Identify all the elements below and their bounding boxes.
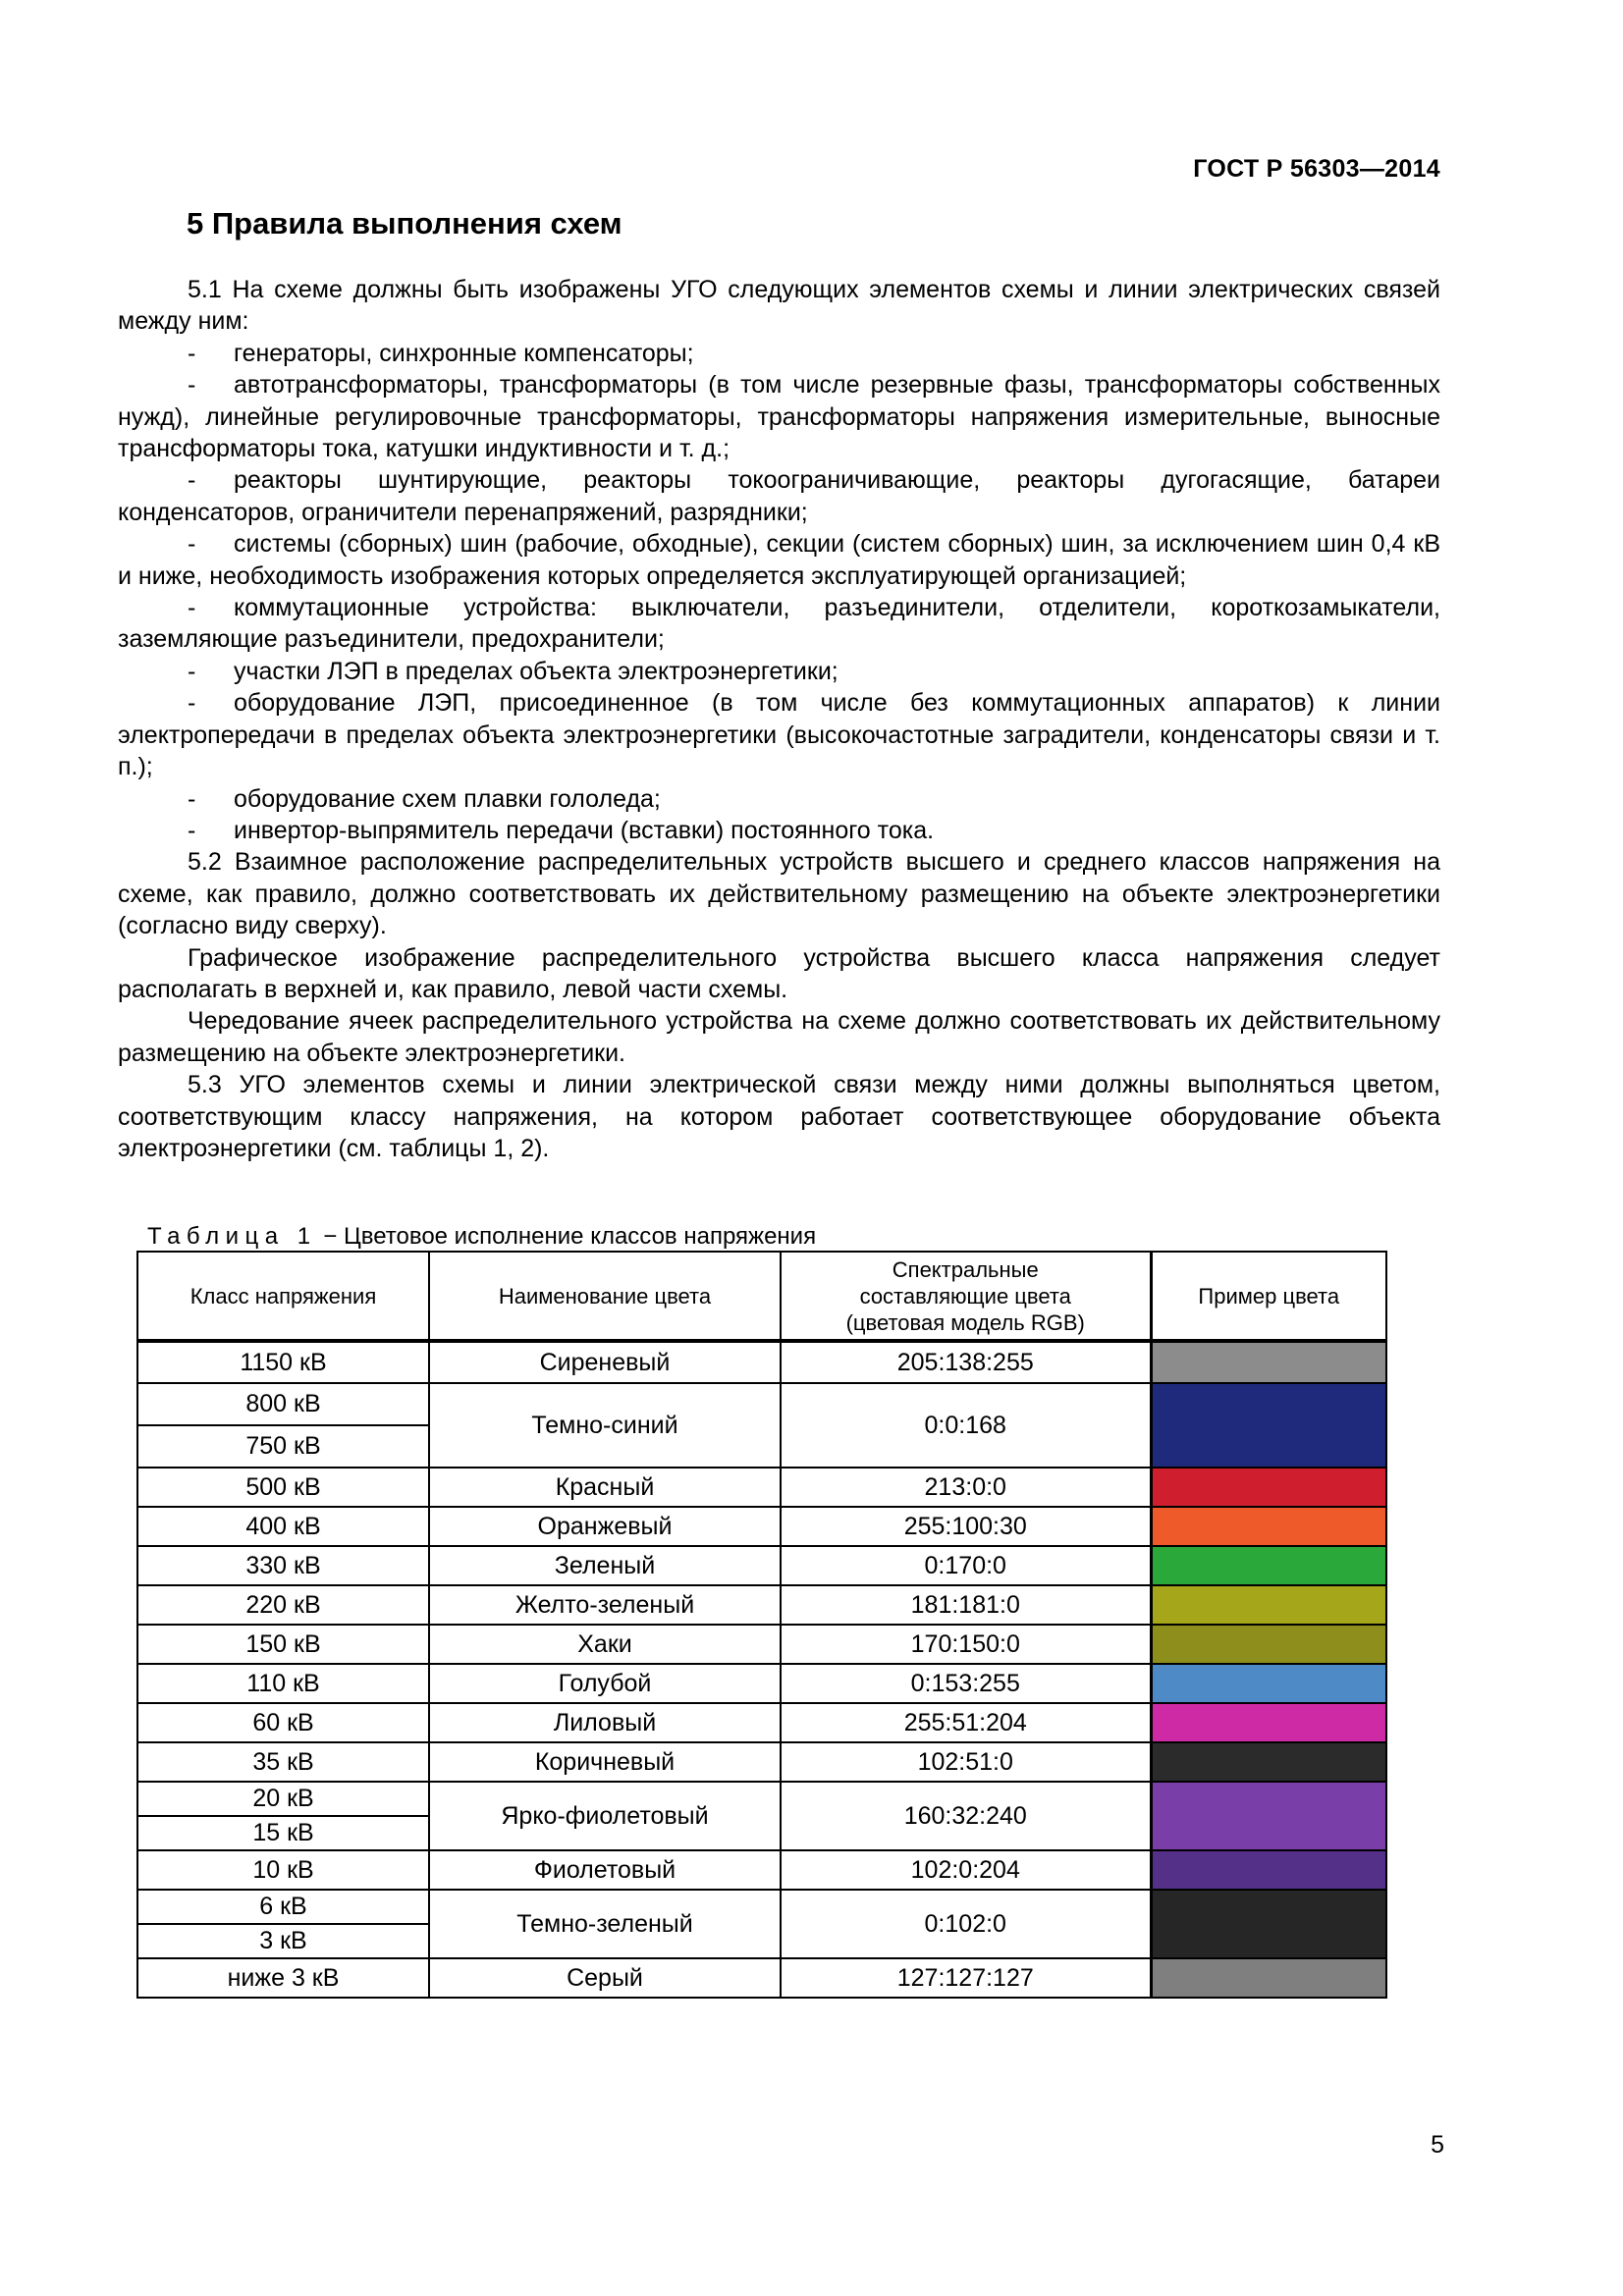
paragraph-text: оборудование схем плавки гололеда;	[234, 784, 661, 813]
cell-voltage-class: 150 кВ	[137, 1625, 429, 1664]
list-item	[118, 815, 1440, 846]
header-color-name: Наименование цвета	[429, 1252, 781, 1341]
body-text	[118, 274, 1440, 1164]
header-color-sample: Пример цвета	[1151, 1252, 1386, 1341]
cell-color-name: Темно-синий	[429, 1383, 781, 1468]
cell-color-name: Лиловый	[429, 1703, 781, 1742]
cell-rgb-value: 0:170:0	[781, 1546, 1151, 1585]
table-row	[137, 1703, 1386, 1742]
cell-voltage-class: 500 кВ	[137, 1468, 429, 1507]
paragraph-text: оборудование ЛЭП, присоединенное (в том числе без коммутационных аппаратов) к линии электропередачи в пределах объекта электроэнергетики (высокочастотные заградители, конденсаторы связи и т. п.);	[118, 689, 1440, 781]
color-swatch	[1151, 1507, 1386, 1546]
list-item	[118, 783, 1440, 815]
cell-rgb-value: 255:100:30	[781, 1507, 1151, 1546]
table-row	[137, 1585, 1386, 1625]
table-row	[137, 1664, 1386, 1703]
cell-color-name: Коричневый	[429, 1742, 781, 1782]
cell-rgb-value: 0:0:168	[781, 1383, 1151, 1468]
cell-color-name: Серый	[429, 1958, 781, 1998]
cell-voltage-class: 1150 кВ	[137, 1341, 429, 1383]
color-swatch	[1151, 1742, 1386, 1782]
table-body	[137, 1341, 1386, 1998]
cell-rgb-value: 0:153:255	[781, 1664, 1151, 1703]
color-swatch	[1151, 1958, 1386, 1998]
color-swatch	[1151, 1468, 1386, 1507]
paragraph-text: участки ЛЭП в пределах объекта электроэнергетики;	[234, 657, 839, 685]
cell-voltage-class: 35 кВ	[137, 1742, 429, 1782]
paragraph-text: Графическое изображение распределительного устройства высшего класса напряжения следует располагать в верхней и, как правило, левой части схемы.	[118, 943, 1440, 1003]
paragraph-text: автотрансформаторы, трансформаторы (в том числе резервные фазы, трансформаторы собственных нужд), линейные регулировочные трансформаторы, трансформаторы напряжения измерительные, выносные трансформаторы тока, катушки индуктивности и т. д.;	[118, 371, 1440, 463]
paragraph	[118, 1069, 1440, 1164]
paragraph-text: реакторы шунтирующие, реакторы токоограничивающие, реакторы дугогасящие, батареи конденсаторов, ограничители перенапряжений, разрядники;	[118, 466, 1440, 526]
color-swatch	[1151, 1546, 1386, 1585]
cell-voltage-class: 3 кВ	[137, 1924, 429, 1958]
cell-color-name: Зеленый	[429, 1546, 781, 1585]
cell-voltage-class: ниже 3 кВ	[137, 1958, 429, 1998]
cell-voltage-class: 6 кВ	[137, 1890, 429, 1924]
standard-code: ГОСТ Р 56303—2014	[1193, 155, 1440, 183]
cell-rgb-value: 170:150:0	[781, 1625, 1151, 1664]
cell-rgb-value: 255:51:204	[781, 1703, 1151, 1742]
cell-color-name: Фиолетовый	[429, 1850, 781, 1890]
table-header-row	[137, 1252, 1386, 1341]
table-row	[137, 1383, 1386, 1425]
color-swatch	[1151, 1383, 1386, 1468]
cell-rgb-value: 181:181:0	[781, 1585, 1151, 1625]
cell-voltage-class: 110 кВ	[137, 1664, 429, 1703]
page-number: 5	[1431, 2131, 1444, 2159]
list-item	[118, 528, 1440, 592]
color-swatch	[1151, 1625, 1386, 1664]
table-row	[137, 1742, 1386, 1782]
table-row	[137, 1341, 1386, 1383]
list-dash: -	[188, 339, 196, 367]
list-item	[118, 592, 1440, 656]
cell-color-name: Хаки	[429, 1625, 781, 1664]
cell-color-name: Желто-зеленый	[429, 1585, 781, 1625]
voltage-color-table	[136, 1251, 1387, 1999]
list-dash: -	[188, 371, 196, 400]
cell-voltage-class: 330 кВ	[137, 1546, 429, 1585]
paragraph	[118, 1005, 1440, 1069]
cell-voltage-class: 15 кВ	[137, 1816, 429, 1850]
cell-rgb-value: 205:138:255	[781, 1341, 1151, 1383]
cell-color-name: Ярко-фиолетовый	[429, 1782, 781, 1850]
cell-rgb-value: 213:0:0	[781, 1468, 1151, 1507]
color-swatch	[1151, 1782, 1386, 1850]
table-row	[137, 1468, 1386, 1507]
list-item	[118, 687, 1440, 782]
table-row	[137, 1850, 1386, 1890]
list-item	[118, 656, 1440, 687]
cell-rgb-value: 160:32:240	[781, 1782, 1151, 1850]
header-voltage-class: Класс напряжения	[137, 1252, 429, 1341]
paragraph-text: инвертор-выпрямитель передачи (вставки) постоянного тока.	[234, 816, 935, 844]
cell-voltage-class: 10 кВ	[137, 1850, 429, 1890]
list-dash: -	[188, 466, 196, 495]
color-swatch	[1151, 1341, 1386, 1383]
paragraph-text: системы (сборных) шин (рабочие, обходные), секции (систем сборных) шин, за исключением шин 0,4 кВ и ниже, необходимость изображения которых определяется эксплуатирующей организацией;	[118, 530, 1440, 590]
cell-voltage-class: 800 кВ	[137, 1383, 429, 1425]
cell-color-name: Сиреневый	[429, 1341, 781, 1383]
table-row	[137, 1625, 1386, 1664]
table-row	[137, 1958, 1386, 1998]
table-row	[137, 1890, 1386, 1924]
list-dash: -	[188, 784, 196, 813]
color-swatch	[1151, 1664, 1386, 1703]
list-dash: -	[188, 689, 196, 718]
section-title: 5 Правила выполнения схем	[187, 206, 622, 240]
paragraph-text: коммутационные устройства: выключатели, разъединители, отделители, короткозамыкатели, заземляющие разъединители, предохранители;	[118, 594, 1440, 654]
table-row	[137, 1507, 1386, 1546]
table-row	[137, 1782, 1386, 1816]
list-item	[118, 338, 1440, 369]
cell-color-name: Красный	[429, 1468, 781, 1507]
paragraph-text: 5.1 На схеме должны быть изображены УГО следующих элементов схемы и линии электрических связей между ним:	[118, 276, 1440, 336]
paragraph	[118, 846, 1440, 941]
cell-voltage-class: 750 кВ	[137, 1425, 429, 1468]
cell-rgb-value: 0:102:0	[781, 1890, 1151, 1958]
list-dash: -	[188, 657, 196, 685]
table-caption-dash: −	[316, 1223, 344, 1250]
list-dash: -	[188, 816, 196, 844]
paragraph-text: 5.2 Взаимное расположение распределительных устройств высшего и среднего классов напряжения на схеме, как правило, должно соответствовать их действительному размещению на объекте электроэнергетики (согласно виду сверху).	[118, 848, 1440, 940]
color-swatch	[1151, 1850, 1386, 1890]
cell-rgb-value: 102:51:0	[781, 1742, 1151, 1782]
cell-voltage-class: 20 кВ	[137, 1782, 429, 1816]
list-item	[118, 464, 1440, 528]
list-dash: -	[188, 530, 196, 559]
table-caption	[147, 1223, 816, 1251]
paragraph	[118, 274, 1440, 338]
paragraph-text: Чередование ячеек распределительного устройства на схеме должно соответствовать их действительному размещению на объекте электроэнергетики.	[118, 1007, 1440, 1067]
cell-color-name: Оранжевый	[429, 1507, 781, 1546]
cell-color-name: Голубой	[429, 1664, 781, 1703]
cell-rgb-value: 127:127:127	[781, 1958, 1151, 1998]
cell-color-name: Темно-зеленый	[429, 1890, 781, 1958]
cell-voltage-class: 400 кВ	[137, 1507, 429, 1546]
color-swatch	[1151, 1890, 1386, 1958]
list-item	[118, 369, 1440, 464]
paragraph-text: 5.3 УГО элементов схемы и линии электрической связи между ними должны выполняться цветом, соответствующим классу напряжения, на котором работает соответствующее оборудование объекта электроэнергетики (см. таблицы 1, 2).	[118, 1071, 1440, 1162]
table-row	[137, 1546, 1386, 1585]
cell-voltage-class: 220 кВ	[137, 1585, 429, 1625]
paragraph-text: генераторы, синхронные компенсаторы;	[234, 339, 694, 367]
color-swatch	[1151, 1703, 1386, 1742]
color-swatch	[1151, 1585, 1386, 1625]
header-rgb: Спектральные составляющие цвета (цветовая модель RGB)	[781, 1252, 1151, 1341]
cell-voltage-class: 60 кВ	[137, 1703, 429, 1742]
table-caption-text: Цветовое исполнение классов напряжения	[343, 1223, 817, 1250]
table-caption-label: Таблица 1	[147, 1223, 317, 1250]
list-dash: -	[188, 594, 196, 622]
cell-rgb-value: 102:0:204	[781, 1850, 1151, 1890]
paragraph	[118, 942, 1440, 1006]
